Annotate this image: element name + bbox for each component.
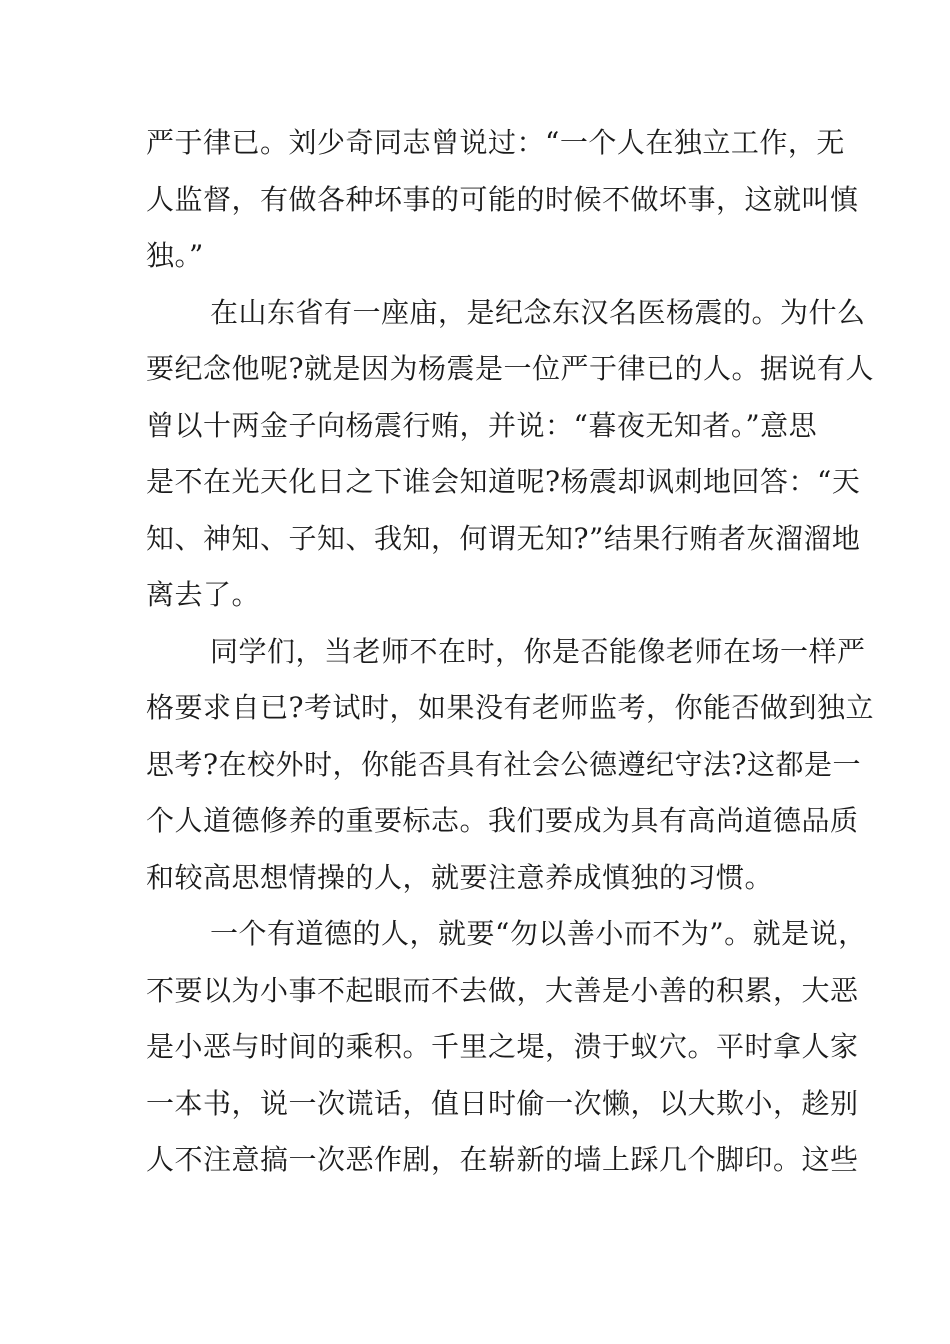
- text-line: 离去了。: [146, 578, 261, 611]
- paragraph-start-line: 在山东省有一座庙，是纪念东汉名医杨震的。为什么: [210, 295, 866, 329]
- text-line: 思考?在校外时，你能否具有社会公德遵纪守法?这都是一: [146, 747, 862, 781]
- text-line: 是不在光天化日之下谁会知道呢?杨震却讽刺地回答：“天: [146, 465, 861, 498]
- text-line: 一本书，说一次谎话，值日时偷一次懒，以大欺小，趁别: [146, 1086, 859, 1120]
- text-line: 个人道德修养的重要标志。我们要成为具有高尚道德品质: [146, 804, 859, 837]
- text-line: 独。”: [146, 239, 204, 272]
- text-line: 人监督，有做各种坏事的可能的时候不做坏事，这就叫慎: [146, 182, 859, 216]
- text-line: 格要求自已?考试时，如果没有老师监考，你能否做到独立: [146, 691, 875, 724]
- paragraph-start-line: 一个有道德的人，就要“勿以善小而不为”。就是说，: [210, 917, 867, 950]
- text-line: 不要以为小事不起眼而不去做，大善是小善的积累，大恶: [146, 973, 859, 1007]
- text-line: 曾以十两金子向杨震行贿，并说：“暮夜无知者。”意思: [146, 408, 818, 442]
- text-line: 严于律已。刘少奇同志曾说过：“一个人在独立工作，无: [146, 126, 845, 159]
- paragraph-start-line: 同学们，当老师不在时，你是否能像老师在场一样严: [210, 634, 866, 668]
- text-line: 和较高思想情操的人，就要注意养成慎独的习惯。: [146, 860, 774, 894]
- body-text: [146, 115, 875, 1189]
- text-line: 要纪念他呢?就是因为杨震是一位严于律已的人。据说有人: [146, 352, 875, 385]
- text-line: 是小恶与时间的乘积。千里之堤，溃于蚁穴。平时拿人家: [146, 1030, 859, 1063]
- text-line: 人不注意搞一次恶作剧，在崭新的墙上踩几个脚印。这些: [146, 1143, 859, 1176]
- text-line: 知、神知、子知、我知，何谓无知?”结果行贿者灰溜溜地: [146, 521, 861, 555]
